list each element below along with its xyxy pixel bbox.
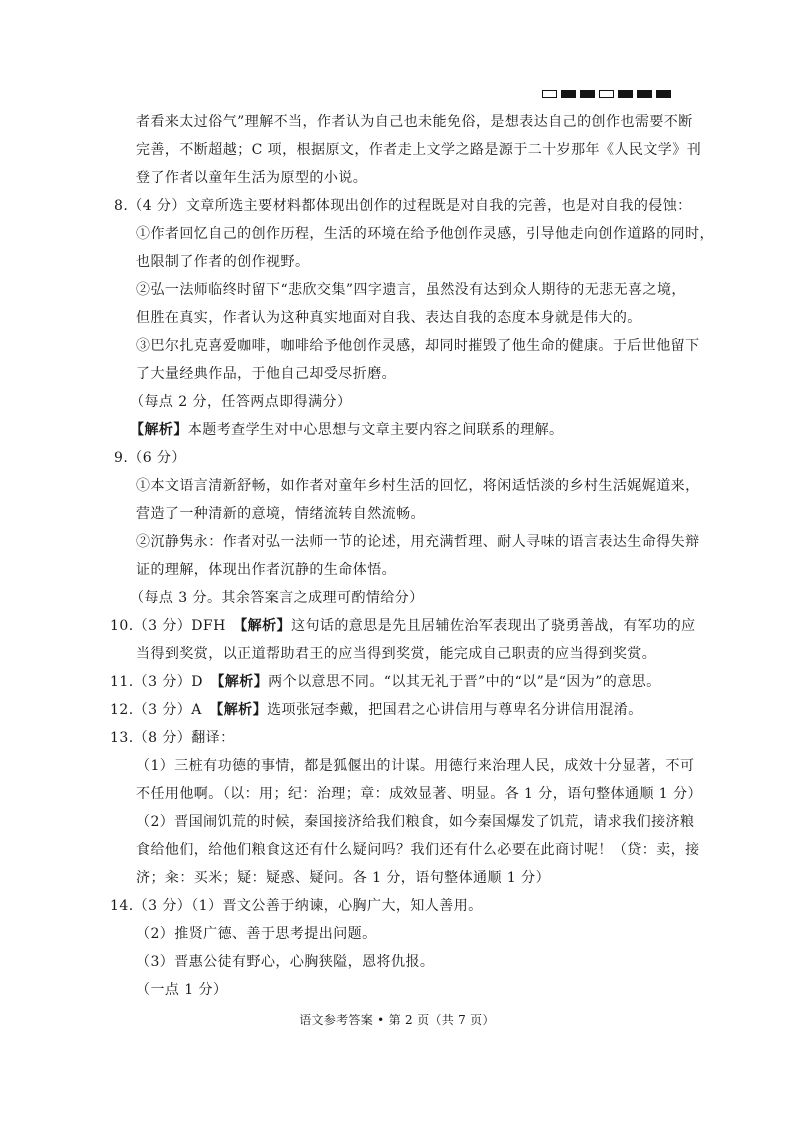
q8-point-1-line-1: ①作者回忆自己的创作历程，生活的环境在给予他创作灵感，引导他走向创作道路的同时， — [136, 226, 714, 242]
header-mark-6 — [637, 90, 652, 98]
q12-explanation-text: 选项张冠李戴，把国君之心讲信用与尊卑名分讲信用混淆。 — [267, 702, 643, 718]
q8-heading — [114, 196, 692, 216]
q13-part-1-line-1: （1）三桩有功德的事情，都是狐偃出的计谋。用德行来治理人民，成效十分显著，不可 — [136, 758, 695, 774]
q8-point-1-line-2: 也限制了作者的创作视野。 — [136, 254, 310, 270]
page-footer: 语文参考答案 • 第 2 页（共 7 页） — [299, 1013, 495, 1027]
q13-number: 13. — [110, 730, 134, 746]
header-mark-5 — [618, 90, 633, 98]
q13-part-2-line-3: 济；籴：买米；疑：疑惑、疑问。各 1 分，语句整体通顺 1 分） — [136, 870, 551, 886]
q8-explanation-tag: 【解析】 — [130, 422, 188, 438]
q13-part-2-line-2: 食给他们，给他们粮食这还有什么疑问吗？我们还有什么必要在此商讨呢！（贷：卖，接 — [136, 842, 700, 858]
q11-number: 11. — [110, 674, 134, 690]
q13-heading-text: （8 分）翻译： — [133, 730, 235, 746]
q7-continuation-line-1: 者看来太过俗气”理解不当，作者认为自己也未能免俗，是想表达自己的创作也需要不断 — [136, 114, 693, 130]
q14-heading — [110, 896, 483, 916]
header-mark-7 — [656, 90, 671, 98]
q8-number: 8. — [114, 198, 129, 214]
q8-point-3-line-2: 了大量经典作品，于他自己却受尽折磨。 — [136, 366, 397, 382]
q7-continuation-line-2: 完善，不断超越；C 项，根据原文，作者走上文学之路是源于二十岁那年《人民文学》刊 — [136, 142, 702, 158]
q14-part-3: （3）晋惠公徒有野心，心胸狭隘，恩将仇报。 — [136, 954, 435, 970]
q9-heading — [114, 448, 186, 468]
q7-continuation-line-3: 登了作者以童年生活为原型的小说。 — [136, 170, 368, 186]
q12-explanation-tag: 【解析】 — [216, 702, 268, 718]
q13-part-1-line-2: 不任用他啊。（以：用；纪：治理；章：成效显著、明显。各 1 分，语句整体通顺 1 分） — [136, 786, 702, 802]
q12-number: 12. — [110, 702, 134, 718]
q9-point-2-line-2: 证的理解，体现出作者沉静的生命体悟。 — [136, 562, 397, 578]
q8-explanation-text: 本题考查学生对中心思想与文章主要内容之间联系的理解。 — [187, 422, 564, 438]
q13-heading — [110, 728, 235, 748]
header-mark-2 — [561, 90, 576, 98]
q11-explanation-tag: 【解析】 — [217, 674, 269, 690]
q11-heading-text: （3 分）D — [133, 674, 218, 690]
q9-scoring-note: （每点 3 分。其余答案言之成理可酌情给分） — [130, 590, 424, 606]
q12-answer — [110, 700, 643, 720]
q8-explanation — [130, 420, 564, 440]
q14-number: 14. — [110, 898, 134, 914]
q9-heading-text: （6 分） — [128, 450, 186, 466]
q8-heading-text: （4 分）文章所选主要材料都体现出创作的过程既是对自我的完善，也是对自我的侵蚀： — [128, 198, 692, 214]
q10-answer — [110, 616, 696, 636]
q8-scoring-note: （每点 2 分，任答两点即得满分） — [130, 394, 352, 410]
q14-heading-text: （3 分）（1）晋文公善于纳谏，心胸广大，知人善用。 — [133, 898, 483, 914]
q9-point-1-line-1: ①本文语言清新舒畅，如作者对童年乡村生活的回忆，将闲适恬淡的乡村生活娓娓道来， — [136, 478, 700, 494]
q10-number: 10. — [110, 618, 134, 634]
q11-answer — [110, 672, 661, 692]
q14-part-2: （2）推贤广德、善于思考提出问题。 — [136, 926, 377, 942]
q13-part-2-line-1: （2）晋国闹饥荒的时候，秦国接济给我们粮食，如今秦国爆发了饥荒，请求我们接济粮 — [136, 814, 695, 830]
q9-point-2-line-1: ②沉静隽永：作者对弘一法师一节的论述，用充满哲理、耐人寻味的语言表达生命得失辩 — [136, 534, 700, 550]
header-marks — [542, 90, 671, 98]
header-mark-4 — [599, 90, 614, 98]
header-mark-3 — [580, 90, 595, 98]
q9-number: 9. — [114, 450, 129, 466]
q8-point-3-line-1: ③巴尔扎克喜爱咖啡，咖啡给予他创作灵感，却同时摧毁了他生命的健康。于后世他留下 — [136, 338, 700, 354]
q10-explanation-tag: 【解析】 — [240, 618, 291, 634]
q8-point-2-line-1: ②弘一法师临终时留下“悲欣交集”四字遗言，虽然没有达到众人期待的无悲无喜之境， — [136, 282, 686, 298]
q14-scoring-note: （一点 1 分） — [136, 982, 228, 998]
q10-explanation-line-2: 当得到奖赏，以正道帮助君王的应当得到奖赏，能完成自己职责的应当得到奖赏。 — [136, 646, 657, 662]
header-mark-1 — [542, 90, 557, 98]
q11-explanation-text: 两个以意思不同。“以其无礼于晋”中的“以”是“因为”的意思。 — [268, 674, 661, 690]
q12-heading-text: （3 分）A — [133, 702, 217, 718]
q10-heading-text: （3 分）DFH — [133, 618, 241, 634]
q8-point-2-line-2: 但胜在真实，作者认为这种真实地面对自我、表达自我的态度本身就是伟大的。 — [136, 310, 642, 326]
q9-point-1-line-2: 营造了一种清新的意境，情绪流转自然流畅。 — [136, 506, 425, 522]
q10-explanation-line-1: 这句话的意思是先且居辅佐治军表现出了骁勇善战，有军功的应 — [291, 618, 696, 634]
